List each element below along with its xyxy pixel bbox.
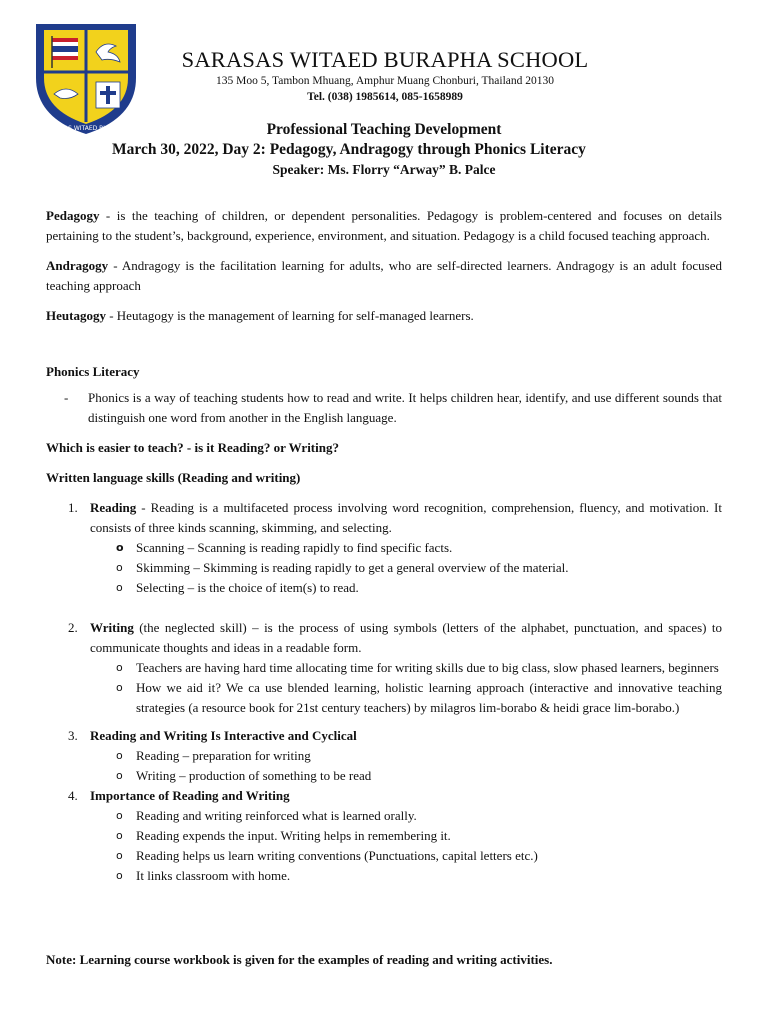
bullet-marker: o [116, 769, 123, 782]
definition-andragogy [46, 256, 722, 296]
sub-item-text: How we aid it? We ca use blended learning, holistic learning approach (interactive and innovative teaching strategies (a resource book for 21st century teachers) by milagros lim-borabo & heidi grace lim-borabo.) [136, 680, 722, 715]
list-item-writing [46, 618, 722, 718]
sub-item-text: Reading helps us learn writing conventions (Punctuations, capital letters etc.) [136, 848, 538, 863]
list-item-cyclical [46, 726, 722, 786]
sub-item [90, 806, 722, 826]
document-title: Professional Teaching Development [266, 121, 502, 138]
sub-item-text: Skimming – Skimming is reading rapidly to get a general overview of the material. [136, 560, 569, 575]
sub-item [90, 558, 722, 578]
sub-item-text: Teachers are having hard time allocating time for writing skills due to big class, slow phased learners, beginners [136, 660, 719, 675]
bullet-marker: o [116, 561, 123, 574]
item-term: Importance of Reading and Writing [90, 788, 290, 803]
bullet-marker: o [116, 809, 123, 822]
list-number: 3. [68, 728, 78, 743]
sub-item-text: Selecting – is the choice of item(s) to read. [136, 580, 359, 595]
list-item-importance [46, 786, 722, 886]
school-address: 135 Moo 5, Tambon Mhuang, Amphur Muang Chonburi, Thailand 20130 [215, 75, 554, 87]
skills-heading: Written language skills (Reading and writing) [46, 470, 301, 485]
sub-item [90, 578, 722, 598]
definition-pedagogy [46, 206, 722, 246]
item-term: Reading and Writing Is Interactive and Cyclical [90, 728, 357, 743]
list-item-reading [46, 498, 722, 598]
bullet-marker: o [116, 541, 124, 554]
phonics-text: Phonics is a way of teaching students how to read and write. It helps children hear, identify, and use different sounds that distinguish one word from another in the English language. [88, 390, 722, 425]
definition-text: - is the teaching of children, or dependent personalities. Pedagogy is problem-centered and focuses on details pertaining to the student’s, background, experience, environment, and situation. Pedagogy is a child focused teaching approach. [46, 208, 722, 243]
bullet-marker: o [116, 681, 123, 694]
sub-item [90, 846, 722, 866]
speaker-line: Speaker: Ms. Florry “Arway” B. Palce [272, 162, 496, 177]
item-term: Writing [90, 620, 134, 635]
list-number: 4. [68, 788, 78, 803]
bullet-marker: o [116, 849, 123, 862]
school-crest-logo [30, 18, 142, 138]
sub-item-text: It links classroom with home. [136, 868, 291, 883]
definition-term: Heutagogy [46, 308, 106, 323]
definition-term: Andragogy [46, 258, 109, 273]
definition-term: Pedagogy [46, 208, 100, 223]
list-number: 1. [68, 500, 78, 515]
question-line: Which is easier to teach? - is it Reading? or Writing? [46, 440, 339, 455]
bullet-marker: o [116, 829, 123, 842]
item-term: Reading [90, 500, 137, 515]
sub-item-text: Reading – preparation for writing [136, 748, 311, 763]
phonics-heading: Phonics Literacy [46, 364, 140, 379]
bullet-marker: o [116, 661, 123, 674]
sub-item-text: Scanning – Scanning is reading rapidly to find specific facts. [136, 540, 453, 555]
definition-heutagogy [46, 306, 722, 326]
sub-item [90, 678, 722, 718]
school-telephone: Tel. (038) 1985614, 085-1658989 [307, 91, 463, 103]
bullet-marker: o [116, 581, 123, 594]
document-subtitle: March 30, 2022, Day 2: Pedagogy, Andragogy through Phonics Literacy [112, 141, 586, 158]
sub-item-text: Reading and writing reinforced what is learned orally. [136, 808, 417, 823]
sub-item-text: Writing – production of something to be read [136, 768, 372, 783]
bullet-marker: o [116, 749, 123, 762]
item-text: - Reading is a multifaceted process involving word recognition, comprehension, fluency, and motivation. It consists of three kinds scanning, skimming, and selecting. [90, 500, 722, 535]
bullet-marker: o [116, 869, 123, 882]
sub-item [90, 746, 722, 766]
sub-item-text: Reading expends the input. Writing helps in remembering it. [136, 828, 451, 843]
phonics-item [46, 388, 722, 428]
item-text: (the neglected skill) – is the process of using symbols (letters of the alphabet, punctuation, and spaces) to communicate thoughts and ideas in a readable form. [90, 620, 722, 655]
sub-item [90, 766, 722, 786]
crest-motto-text: SARASAS WITAED BURAPHA [44, 125, 128, 132]
sub-item [90, 866, 722, 886]
school-name: SARASAS WITAED BURAPHA SCHOOL [181, 47, 589, 72]
sub-item [90, 826, 722, 846]
sub-item [90, 658, 722, 678]
list-number: 2. [68, 620, 78, 635]
note-line: Note: Learning course workbook is given for the examples of reading and writing activities. [46, 952, 553, 967]
dash-marker: - [64, 390, 69, 405]
definition-text: - Heutagogy is the management of learning for self-managed learners. [105, 308, 474, 323]
sub-item [90, 538, 722, 558]
skills-list [46, 498, 722, 886]
definition-text: - Andragogy is the facilitation learning for adults, who are self-directed learners. Andragogy is an adult focused teaching approach [46, 258, 722, 293]
document-body [46, 206, 722, 886]
